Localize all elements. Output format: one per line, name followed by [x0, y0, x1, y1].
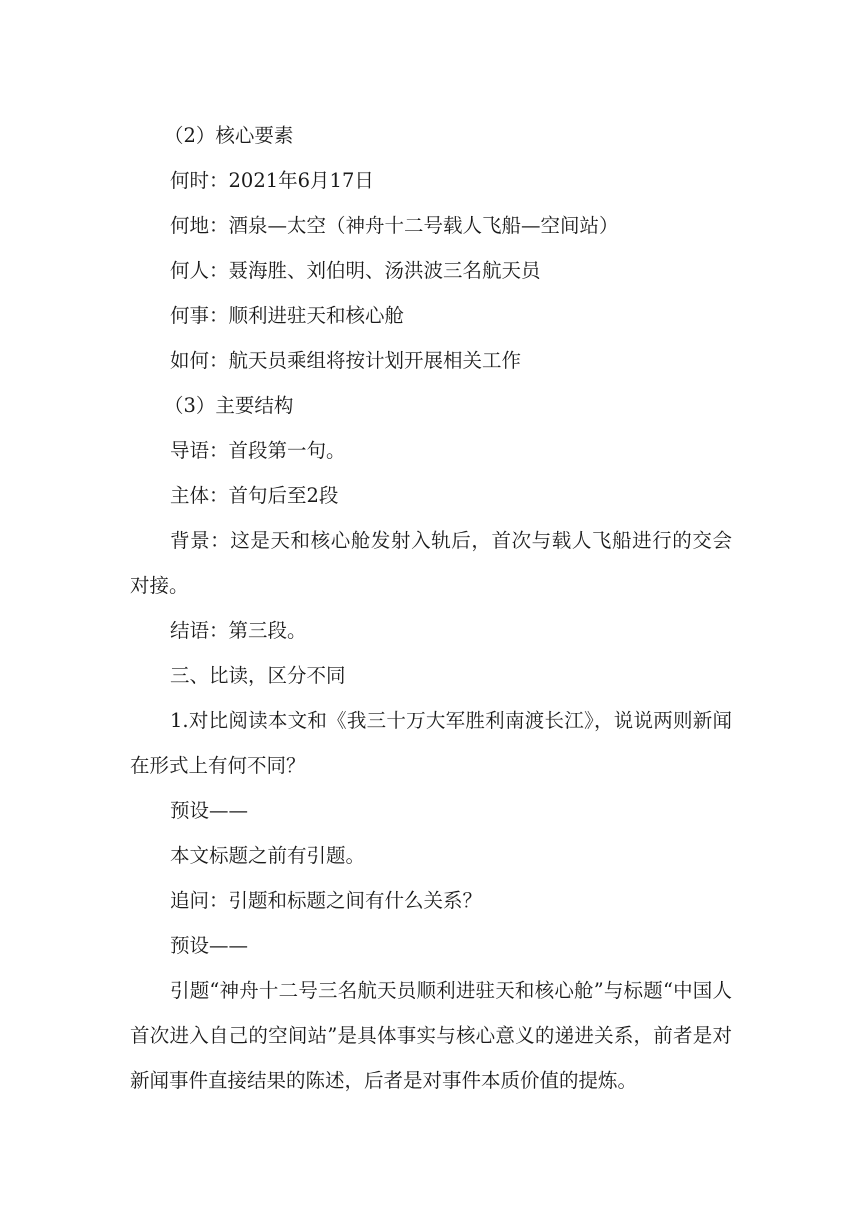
section-heading-compare: 三、比读，区分不同	[170, 664, 346, 687]
structure-lead: 导语：首段第一句。	[170, 439, 346, 462]
structure-body: 主体：首句后至2段	[170, 484, 339, 507]
structure-conclusion: 结语：第三段。	[170, 619, 307, 642]
section-heading-core-elements: （2）核心要素	[164, 124, 294, 147]
element-who: 何人：聂海胜、刘伯明、汤洪波三名航天员	[170, 259, 541, 282]
preset-label: 预设——	[170, 799, 249, 822]
element-how: 如何：航天员乘组将按计划开展相关工作	[170, 349, 522, 372]
follow-up-question: 追问：引题和标题之间有什么关系？	[170, 889, 483, 912]
structure-background: 背景：这是天和核心舱发射入轨后，首次与载人飞船进行的交会对接。	[130, 529, 732, 597]
element-when: 何时：2021年6月17日	[170, 169, 374, 192]
element-where: 何地：酒泉—太空（神舟十二号载人飞船—空间站）	[170, 214, 619, 237]
answer-follow-up: 引题“神舟十二号三名航天员顺利进驻天和核心舱”与标题“中国人首次进入自己的空间站”是具体事实与核心意义的递进关系，前者是对新闻事件直接结果的陈述，后者是对事件本质价值的提炼。	[130, 979, 732, 1092]
answer-1: 本文标题之前有引题。	[170, 844, 366, 867]
element-what: 何事：顺利进驻天和核心舱	[170, 304, 405, 327]
document-body	[130, 113, 732, 1103]
preset-label: 预设——	[170, 934, 249, 957]
section-heading-main-structure: （3）主要结构	[164, 394, 294, 417]
question-1: 1.对比阅读本文和《我三十万大军胜利南渡长江》，说说两则新闻在形式上有何不同？	[130, 709, 732, 777]
